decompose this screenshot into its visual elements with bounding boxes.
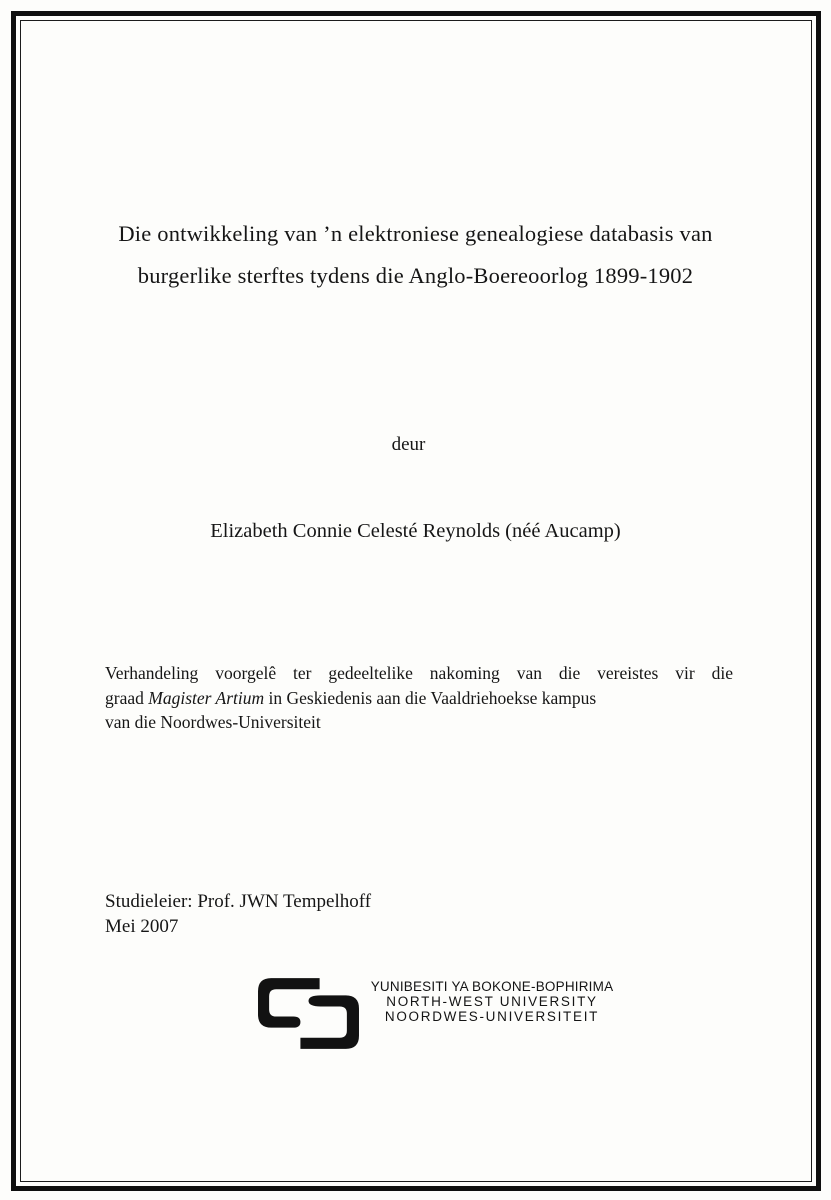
- logo-text-english: NORTH-WEST UNIVERSITY: [386, 994, 598, 1009]
- nwu-chainlink-logo-icon: [257, 975, 360, 1050]
- degree-declaration: [105, 661, 733, 735]
- supervisor-line: Studieleier: Prof. JWN Tempelhoff: [105, 891, 372, 912]
- author-name: Elizabeth Connie Celesté Reynolds (néé Aucamp): [210, 520, 621, 542]
- thesis-title-line2: burgerlike sterftes tydens die Anglo-Boereoorlog 1899-1902: [137, 263, 694, 288]
- logo-text-setswana: YUNIBESITI YA BOKONE-BOPHIRIMA: [370, 979, 614, 994]
- declaration-line1: Verhandeling voorgelê ter gedeeltelike nakoming van die vereistes vir die: [105, 663, 733, 683]
- declaration-line3: van die Noordwes-Universiteit: [105, 712, 321, 732]
- declaration-line2: [105, 686, 733, 711]
- university-logo-text: [364, 975, 620, 1024]
- declaration-line2-suffix: in Geskiedenis aan die Vaaldriehoekse kampus: [264, 687, 597, 708]
- thesis-title-line1: Die ontwikkeling van ’n elektroniese genealogiese databasis van: [118, 221, 713, 246]
- date-line: Mei 2007: [105, 916, 179, 937]
- thesis-title: [40, 213, 791, 297]
- university-logo: [257, 975, 620, 1050]
- supervisor-block: [105, 889, 371, 939]
- declaration-line2-prefix: graad: [105, 687, 149, 708]
- byline-label: deur: [391, 434, 426, 455]
- logo-text-afrikaans: NOORDWES-UNIVERSITEIT: [384, 1009, 600, 1024]
- degree-name: Magister Artium: [148, 687, 265, 708]
